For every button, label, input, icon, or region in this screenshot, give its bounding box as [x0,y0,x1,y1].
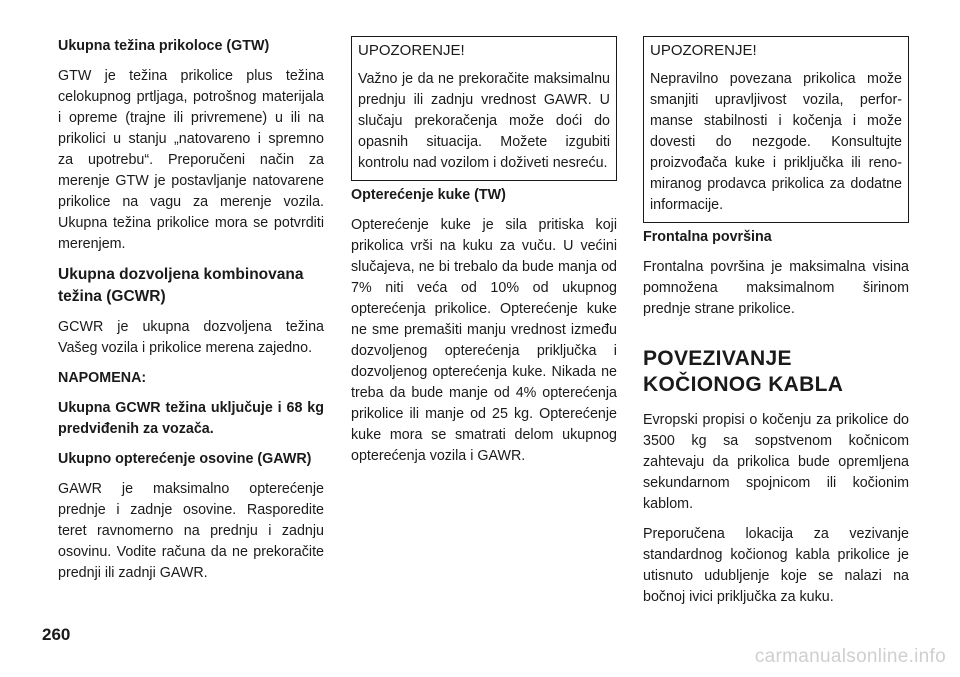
page-number: 260 [42,625,71,644]
column-right [643,36,909,617]
warning-text: Važno je da ne prekoračite maksimalnu prednju ili zadnju vrednost GAWR. U slučaju prekoračenja može doći do opasnih situacija. Možete izgubiti kontrolu nad vozilom i doživeti nesreću. [358,71,610,171]
warning-text: Nepravilno povezana prikolica može smanjiti upravljivost vozila, performanse stabilnosti i kočenja i može dovesti do nezgode. Konsultujte proizvođača kuke i priključka ili renomiranog prodavca prikolica za dodatne informacije. [650,71,902,213]
paragraph-cable-location: Preporučena lokacija za vezivanje standardnog kočionog kabla prikolice je utisnuto udubljenje koje se nalazi na bočnoj ivici priključka za kuku. [643,526,909,605]
heading-tongue-weight: Opterećenje kuke (TW) [351,187,506,203]
heading-frontal-area: Frontalna površina [643,229,772,245]
section-title [643,346,909,398]
watermark: carmanualsonline.info [754,646,946,667]
heading-gcwr: Ukupna dozvoljena kombinovana težina (GCWR) [58,266,304,305]
paragraph-tongue-weight: Opterećenje kuke je sila pritiska koji prikolica vrši na kuku za vuču. U većini slučajeva, ne bi trebalo da bude manja od 7% niti veća od 10% od ukupnog opterećenja prikolice. Opterećenje kuke ne sme premašiti manju vrednost između dozvoljenog opterećenja priključka i dozvoljenog opterećenja kuke. Nikada ne treba da bude manje od 4% opterećenja prikolice ili manje od 25 kg. Opterećenje kuke mora se smatrati delom ukupnog opterećenja vozila i GAWR. [351,217,617,464]
paragraph-gawr: GAWR je maksimalno opterećenje prednje i zadnje osovine. Rasporedite teret ravnomerno na prednju i zadnju osovinu. Vodite računa da ne prekoračite prednji ili zadnji GAWR. [58,481,324,581]
paragraph-gcwr: GCWR je ukupna dozvoljena težina Vašeg vozila i prikolice merena zajedno. [58,319,324,356]
warning-title: UPOZORENJE! [650,42,757,59]
section-title-line2: KOČIONOG KABLA [643,373,844,396]
note-text: Ukupna GCWR težina uključuje i 68 kg predviđenih za vozača. [58,400,324,437]
heading-gtw: Ukupna težina prikoloce (GTW) [58,38,270,54]
warning-title: UPOZORENJE! [358,42,465,59]
warning-box-gawr [351,36,617,181]
column-middle [351,36,617,476]
paragraph-gtw: GTW je težina prikolice plus težina celokupnog prtljaga, potrošnog materijala i opreme (trajne ili privremene) u ili na prikolici u stanju „natovareno i spremno za upotrebu“. Preporučeni način za merenje GTW je postavljanje natovarene prikolice na vagu za merenje vozila. Ukupna težina prikolice mora se potvrditi merenjem. [58,68,324,252]
paragraph-frontal-area: Frontalna površina je maksimalna visina pomnožena maksimalnom širinom prednje strane prikolice. [643,259,909,317]
note-heading: NAPOMENA: [58,370,147,386]
paragraph-regulation: Evropski propisi o kočenju za prikolice do 3500 kg sa sopstvenom kočnicom zahtevaju da prikolica bude opremljena sekundarnom spojnicom ili kočionim kablom. [643,412,909,512]
section-title-line1: POVEZIVANJE [643,347,792,370]
warning-box-hitch [643,36,909,223]
heading-gawr: Ukupno opterećenje osovine (GAWR) [58,451,312,467]
column-left [58,36,324,593]
